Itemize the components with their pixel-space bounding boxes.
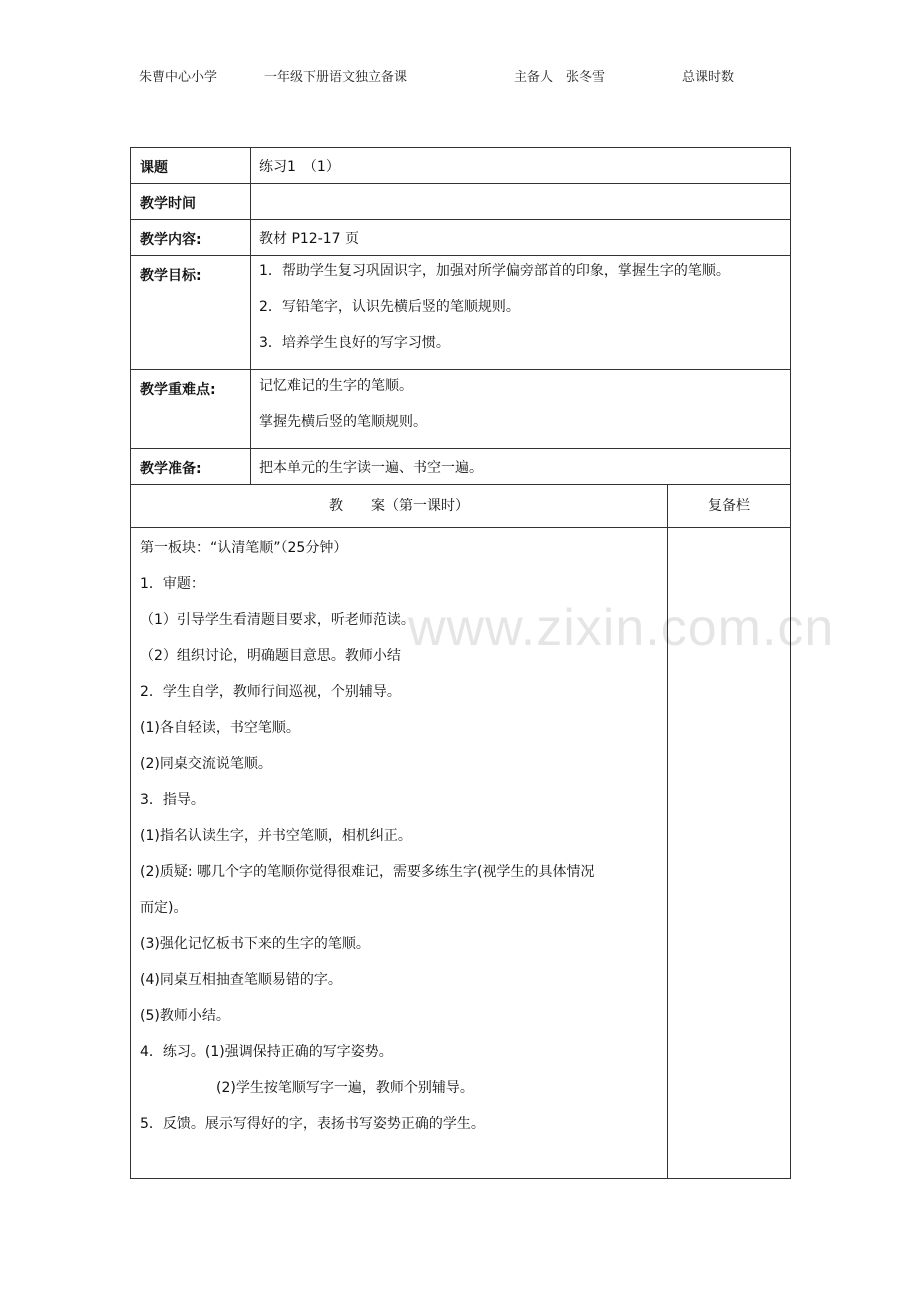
review-header: 复备栏: [668, 485, 791, 528]
goals-row: [131, 256, 791, 370]
plan-line: 4．练习。(1)强调保持正确的写字姿势。: [140, 1044, 393, 1060]
prep-label: 教学准备:: [131, 449, 251, 485]
plan-line: (2)质疑: 哪几个字的笔顺你觉得很难记，需要多练生字(视学生的具体情况: [140, 864, 595, 880]
lesson-plan-table: [130, 147, 791, 1179]
plan-line: (2)同桌交流说笔顺。: [140, 756, 272, 772]
goals-label: 教学目标:: [131, 256, 251, 370]
plan-line: (1)各自轻读，书空笔顺。: [140, 720, 300, 736]
plan-line: 第一板块：“认清笔顺”（25分钟）: [140, 540, 348, 556]
content-value: 教材 P12-17 页: [251, 220, 791, 256]
content-row: [131, 220, 791, 256]
goal-item: 1．帮助学生复习巩固识字，加强对所学偏旁部首的印象，掌握生字的笔顺。: [259, 263, 730, 279]
time-value: [251, 184, 791, 220]
header-total-hours: 总课时数: [682, 70, 735, 85]
plan-line: 2．学生自学，教师行间巡视，个别辅导。: [140, 684, 401, 700]
plan-header: 教 案（第一课时）: [131, 485, 668, 528]
prep-row: [131, 449, 791, 485]
topic-row: [131, 148, 791, 184]
time-label: 教学时间: [131, 184, 251, 220]
time-row: [131, 184, 791, 220]
header-course: 一年级下册语文独立备课: [264, 70, 408, 85]
plan-line: 3．指导。: [140, 792, 205, 808]
watermark: www.zixin.com.cn: [408, 599, 835, 657]
plan-line: (1)指名认读生字，并书空笔顺，相机纠正。: [140, 828, 412, 844]
prep-value: 把本单元的生字读一遍、书空一遍。: [251, 449, 791, 485]
goal-item: 3．培养学生良好的写字习惯。: [259, 335, 450, 351]
plan-line: （1）引导学生看清题目要求，听老师范读。: [140, 612, 415, 628]
difficulty-list: [251, 370, 791, 449]
plan-header-row: [131, 485, 791, 528]
plan-line: (5)教师小结。: [140, 1008, 230, 1024]
plan-line: 5．反馈。展示写得好的字，表扬书写姿势正确的学生。: [140, 1116, 485, 1132]
plan-line: 而定)。: [140, 900, 188, 916]
difficulty-row: [131, 370, 791, 449]
header-preparer: 主备人 张冬雪: [514, 70, 606, 85]
difficulty-label: 教学重难点:: [131, 370, 251, 449]
content-label: 教学内容:: [131, 220, 251, 256]
plan-line: (2)学生按笔顺写字一遍，教师个别辅导。: [216, 1080, 474, 1096]
plan-line: (4)同桌互相抽查笔顺易错的字。: [140, 972, 342, 988]
difficulty-item: 掌握先横后竖的笔顺规则。: [259, 414, 427, 430]
difficulty-item: 记忆难记的生字的笔顺。: [259, 378, 413, 394]
goal-item: 2．写铅笔字，认识先横后竖的笔顺规则。: [259, 299, 520, 315]
plan-line: (3)强化记忆板书下来的生字的笔顺。: [140, 936, 370, 952]
plan-line: 1．审题：: [140, 576, 205, 592]
plan-line: （2）组织讨论，明确题目意思。教师小结: [140, 648, 401, 664]
goals-list: [251, 256, 791, 370]
header-school: 朱曹中心小学: [139, 70, 218, 85]
topic-label: 课题: [131, 148, 251, 184]
topic-value: 练习1 （1）: [251, 148, 791, 184]
